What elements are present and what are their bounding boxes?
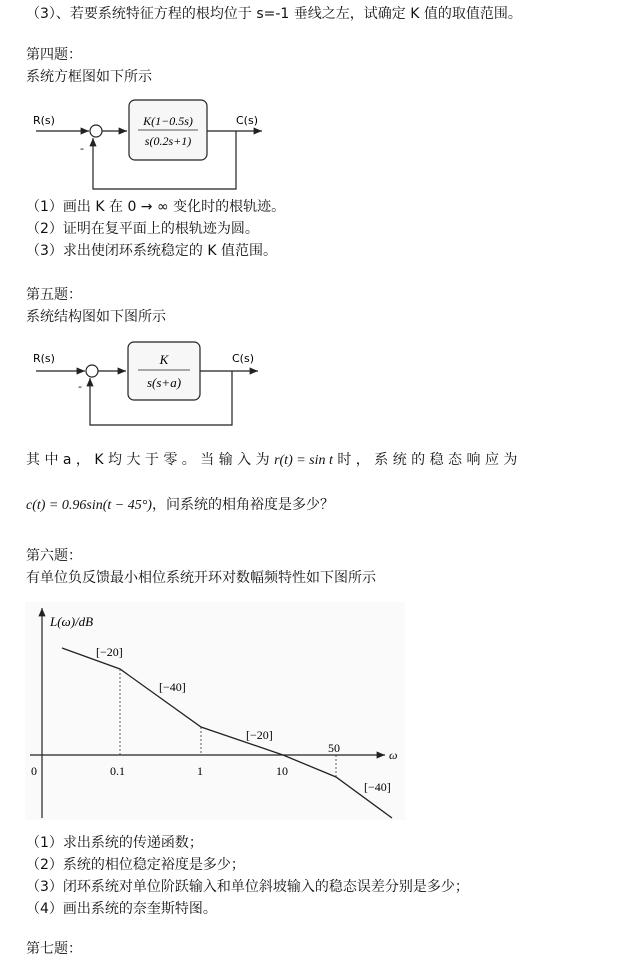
q4-output-label: C(s) [236, 114, 258, 127]
slope-label-2: [−40] [159, 680, 186, 694]
q5-title: 第五题： [26, 287, 82, 303]
x-tick-10: 10 [276, 764, 288, 778]
q4-intro: 系统方框图如下所示 [26, 69, 152, 85]
q5-input-label: R(s) [33, 352, 55, 365]
slope-label-1: [−20] [96, 645, 123, 659]
x-tick-1: 1 [197, 764, 203, 778]
q6-item-1: （1）求出系统的传递函数； [26, 835, 203, 851]
y-label: L(ω)/dB [50, 614, 94, 629]
q5-intro: 系统结构图如下图所示 [26, 309, 166, 325]
q4-title: 第四题： [26, 47, 82, 63]
q6-title: 第六题： [26, 548, 82, 564]
q5-text1b: 时 ， 系 统 的 稳 态 响 应 为 [332, 452, 518, 468]
q5-text-line1 [26, 451, 517, 470]
q4-den: s(0.2s+1) [144, 134, 192, 148]
q5-output-label: C(s) [232, 352, 254, 365]
origin-label: 0 [31, 764, 37, 778]
q3-line: （3）、若要系统特征方程的根均位于 s=-1 垂线之左，试确定 K 值的取值范围。 [26, 6, 522, 22]
slope-label-4: [−40] [364, 780, 391, 794]
q5-num: K [159, 352, 169, 367]
bode-plot [25, 602, 405, 820]
q4-num: K(1−0.5s) [143, 114, 193, 128]
q5-text2b: ，问系统的相角裕度是多少？ [151, 497, 334, 513]
q5-input-formula: r(t) = sin t [274, 453, 333, 468]
x-tick-0.1: 0.1 [110, 764, 125, 778]
q5-output-formula: c(t) = 0.96sin(t − 45°) [26, 498, 152, 513]
q5-text-line2 [26, 496, 334, 515]
q4-item-2: （2）证明在复平面上的根轨迹为圆。 [26, 221, 259, 237]
q4-item-1: （1）画出 K 在 0 → ∞ 变化时的根轨迹。 [26, 199, 286, 215]
x-tick-50: 50 [328, 741, 340, 755]
q6-item-2: （2）系统的相位稳定裕度是多少； [26, 857, 245, 873]
q5-minus: - [78, 380, 82, 393]
q6-item-3: （3）闭环系统对单位阶跃输入和单位斜坡输入的稳态误差分别是多少； [26, 879, 469, 895]
q6-item-4: （4）画出系统的奈奎斯特图。 [26, 901, 217, 917]
q5-text1a: 其 中 a ， K 均 大 于 零 。 当 输 入 为 [26, 452, 275, 468]
q6-intro: 有单位负反馈最小相位系统开环对数幅频特性如下图所示 [26, 570, 376, 586]
q7-title: 第七题： [26, 941, 82, 957]
q4-minus: - [80, 142, 84, 155]
q5-den: s(s+a) [146, 375, 182, 390]
x-label: ω [389, 748, 398, 762]
q4-item-3: （3）求出使闭环系统稳定的 K 值范围。 [26, 243, 277, 259]
q4-input-label: R(s) [33, 114, 55, 127]
slope-label-3: [−20] [246, 728, 273, 742]
